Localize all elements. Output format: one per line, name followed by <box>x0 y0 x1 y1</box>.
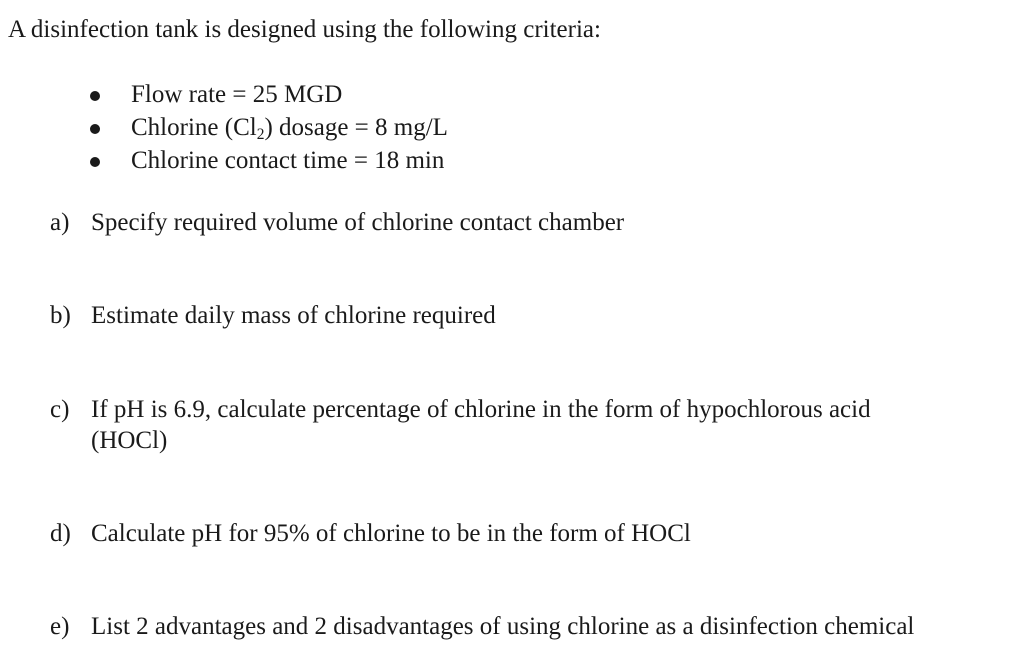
criteria-text: Flow rate = 25 MGD <box>131 81 343 108</box>
question-letter: e) <box>50 613 70 640</box>
criteria-list <box>88 79 448 178</box>
question-text: If pH is 6.9, calculate percentage of chlorine in the form of hypochlorous acid <box>91 396 871 423</box>
question-letter: d) <box>50 520 71 547</box>
criteria-text-before: Chlorine (Cl <box>131 114 257 141</box>
bullet-icon <box>90 91 100 101</box>
question-text: List 2 advantages and 2 disadvantages of using chlorine as a disinfection chemical <box>91 613 915 640</box>
question-letter: b) <box>50 302 71 329</box>
criteria-item-contact-time <box>88 145 448 178</box>
bullet-icon <box>90 124 100 134</box>
criteria-item-flow-rate <box>88 79 448 112</box>
question-letter: a) <box>50 209 70 236</box>
question-text: Specify required volume of chlorine contact chamber <box>91 209 625 236</box>
subscript: 2 <box>256 125 265 143</box>
question-text-continued: (HOCl) <box>91 427 168 454</box>
question-text: Calculate pH for 95% of chlorine to be in the form of HOCl <box>91 520 691 547</box>
question-letter: c) <box>50 396 70 423</box>
criteria-text-after: ) dosage = 8 mg/L <box>264 114 448 141</box>
question-text: Estimate daily mass of chlorine required <box>91 302 496 329</box>
bullet-icon <box>90 157 100 167</box>
intro-text: A disinfection tank is designed using the following criteria: <box>8 16 601 43</box>
criteria-text: Chlorine contact time = 18 min <box>131 147 445 174</box>
criteria-item-dosage <box>88 112 448 145</box>
